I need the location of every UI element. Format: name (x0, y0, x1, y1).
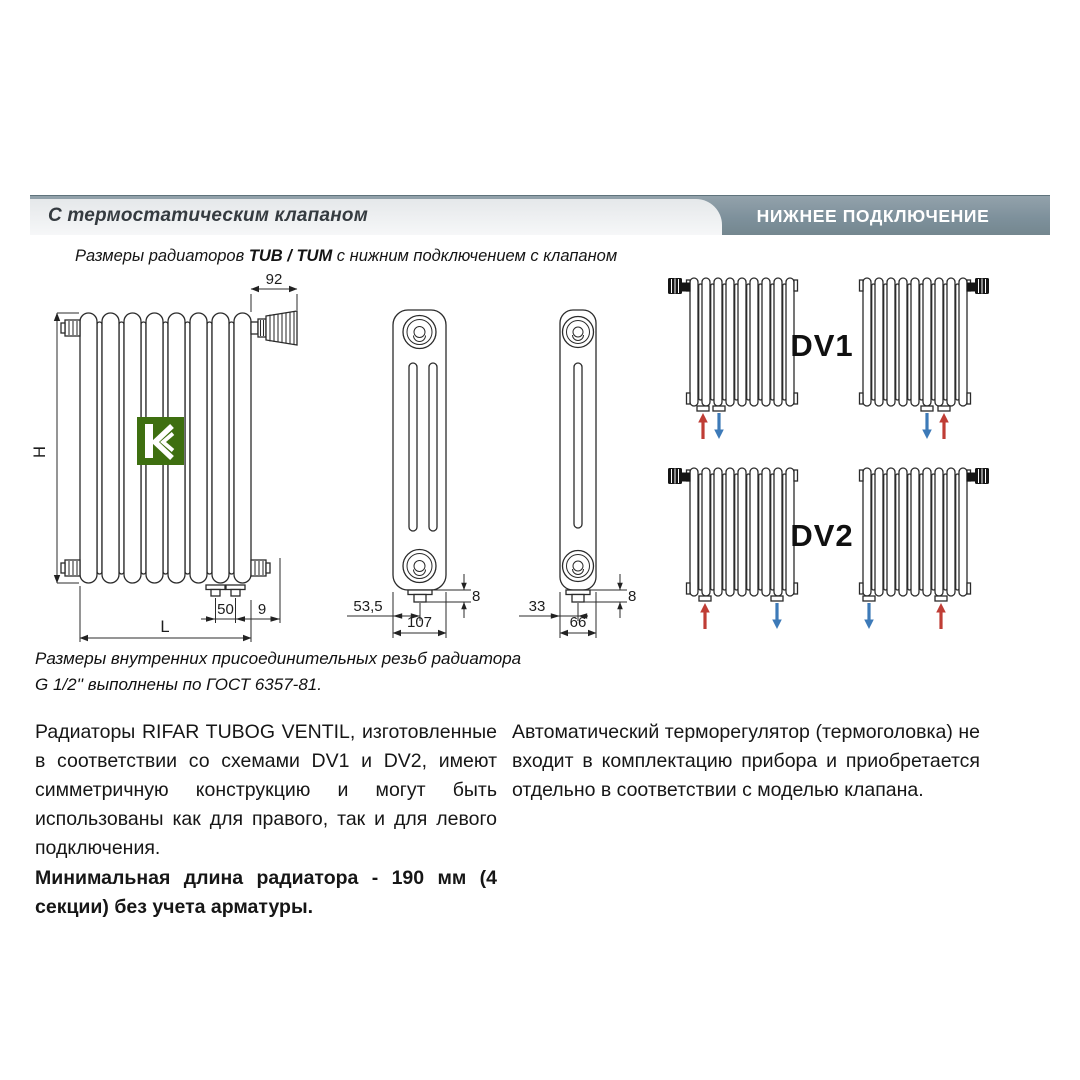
body-left-column (35, 718, 497, 922)
thread-note (35, 646, 521, 698)
flow-out-arrow (922, 413, 932, 439)
caption-models: TUB / TUM (248, 247, 333, 265)
drawing-caption (75, 247, 617, 266)
bottom-left-plug (61, 560, 80, 576)
flow-out-arrow (864, 603, 874, 629)
caption-suffix: с нижним подключением с клапаном (332, 247, 618, 265)
dim-valve-width (251, 271, 297, 312)
flow-out-arrow (714, 413, 724, 439)
scheme-label-dv2: DV2 (790, 518, 854, 553)
dim-label-33: 33 (528, 598, 546, 615)
dim-label-92: 92 (265, 271, 283, 288)
scheme-dv2 (668, 468, 989, 629)
dim-label-53-5: 53,5 (353, 598, 383, 615)
brand-logo-icon (137, 417, 184, 465)
front-view-drawing (31, 270, 320, 648)
body-left-paragraph: Радиаторы RIFAR TUBOG VENTIL, изготовленные в соответствии со схемами DV1 и DV2, имеют симметричную конструкцию и могут быть использованы как для правого, так и для левого подключения. (35, 721, 497, 859)
flow-in-arrow (698, 413, 708, 439)
dim-label-L: L (160, 618, 170, 636)
section-banner: НИЖНЕЕ ПОДКЛЮЧЕНИЕ (756, 206, 990, 226)
dim-label-9: 9 (257, 601, 267, 618)
scheme-dv1 (668, 278, 989, 439)
dim-height (31, 313, 79, 583)
flow-out-arrow (772, 603, 782, 629)
body-right-paragraph: Автоматический терморегулятор (термоголовка) не входит в комплектацию прибора и приобретается отдельно в соответствии с моделью клапана. (512, 721, 980, 801)
dim-label-107: 107 (406, 614, 433, 631)
page-title: С термостатическим клапаном (48, 205, 368, 226)
page-header (30, 195, 1050, 235)
bottom-right-plug (251, 560, 270, 576)
dim-label-50: 50 (217, 601, 234, 618)
top-left-plug (61, 320, 80, 336)
flow-in-arrow (939, 413, 949, 439)
body-right-column (512, 718, 980, 805)
dim-label-H: H (31, 446, 49, 458)
connection-schemes-drawing (672, 256, 1072, 646)
thread-note-line1: Размеры внутренних присоединительных резьб радиатора (35, 649, 522, 668)
thread-note-line2: G 1/2'' выполнены по ГОСТ 6357-81. (35, 675, 322, 694)
flow-in-arrow (936, 603, 946, 629)
thermostatic-valve (251, 311, 297, 345)
dim-label-8b: 8 (628, 588, 637, 605)
caption-prefix: Размеры радиаторов (75, 247, 249, 265)
side-view-2col-drawing (505, 275, 670, 647)
dim-label-8a: 8 (472, 588, 481, 605)
bottom-connections (206, 585, 245, 596)
scheme-label-dv1: DV1 (790, 328, 854, 363)
body-left-bold-note: Минимальная длина радиатора - 190 мм (4 секции) без учета арматуры. (35, 867, 497, 918)
flow-in-arrow (700, 603, 710, 629)
dim-label-66: 66 (569, 614, 587, 631)
side-view-3col-drawing (330, 275, 515, 647)
